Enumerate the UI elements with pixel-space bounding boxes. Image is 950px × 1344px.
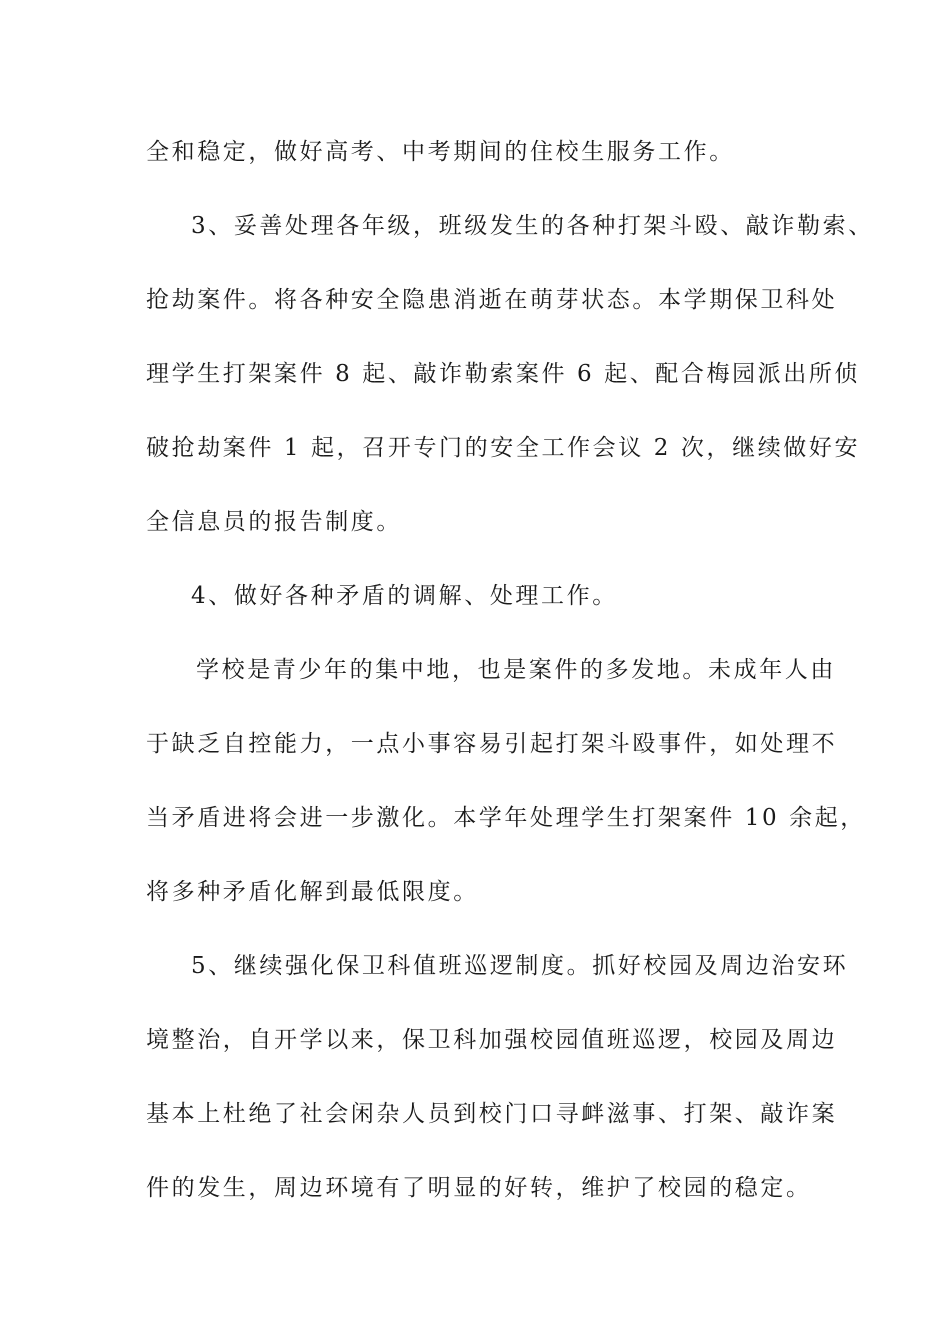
text-line: 3、妥善处理各年级，班级发生的各种打架斗殴、敲诈勒索、 <box>191 213 874 239</box>
text-line: 基本上杜绝了社会闲杂人员到校门口寻衅滋事、打架、敲诈案 <box>146 1101 838 1127</box>
text-line: 破抢劫案件 1 起，召开专门的安全工作会议 2 次，继续做好安 <box>146 435 861 461</box>
text-line: 全信息员的报告制度。 <box>146 509 402 535</box>
text-line: 4、做好各种矛盾的调解、处理工作。 <box>191 583 618 609</box>
text-line: 学校是青少年的集中地，也是案件的多发地。未成年人由 <box>196 657 836 683</box>
text-line: 理学生打架案件 8 起、敲诈勒索案件 6 起、配合梅园派出所侦 <box>146 361 861 387</box>
text-line: 抢劫案件。将各种安全隐患消逝在萌芽状态。本学期保卫科处 <box>146 287 838 313</box>
text-line: 于缺乏自控能力，一点小事容易引起打架斗殴事件，如处理不 <box>146 731 838 757</box>
text-line: 5、继续强化保卫科值班巡逻制度。抓好校园及周边治安环 <box>191 953 849 979</box>
text-line: 境整治，自开学以来，保卫科加强校园值班巡逻，校园及周边 <box>146 1027 838 1053</box>
text-line: 将多种矛盾化解到最低限度。 <box>146 879 479 905</box>
text-line: 件的发生，周边环境有了明显的好转，维护了校园的稳定。 <box>146 1175 812 1201</box>
text-line: 全和稳定，做好高考、中考期间的住校生服务工作。 <box>146 139 735 165</box>
text-line: 当矛盾进将会进一步激化。本学年处理学生打架案件 10 余起， <box>146 805 866 831</box>
